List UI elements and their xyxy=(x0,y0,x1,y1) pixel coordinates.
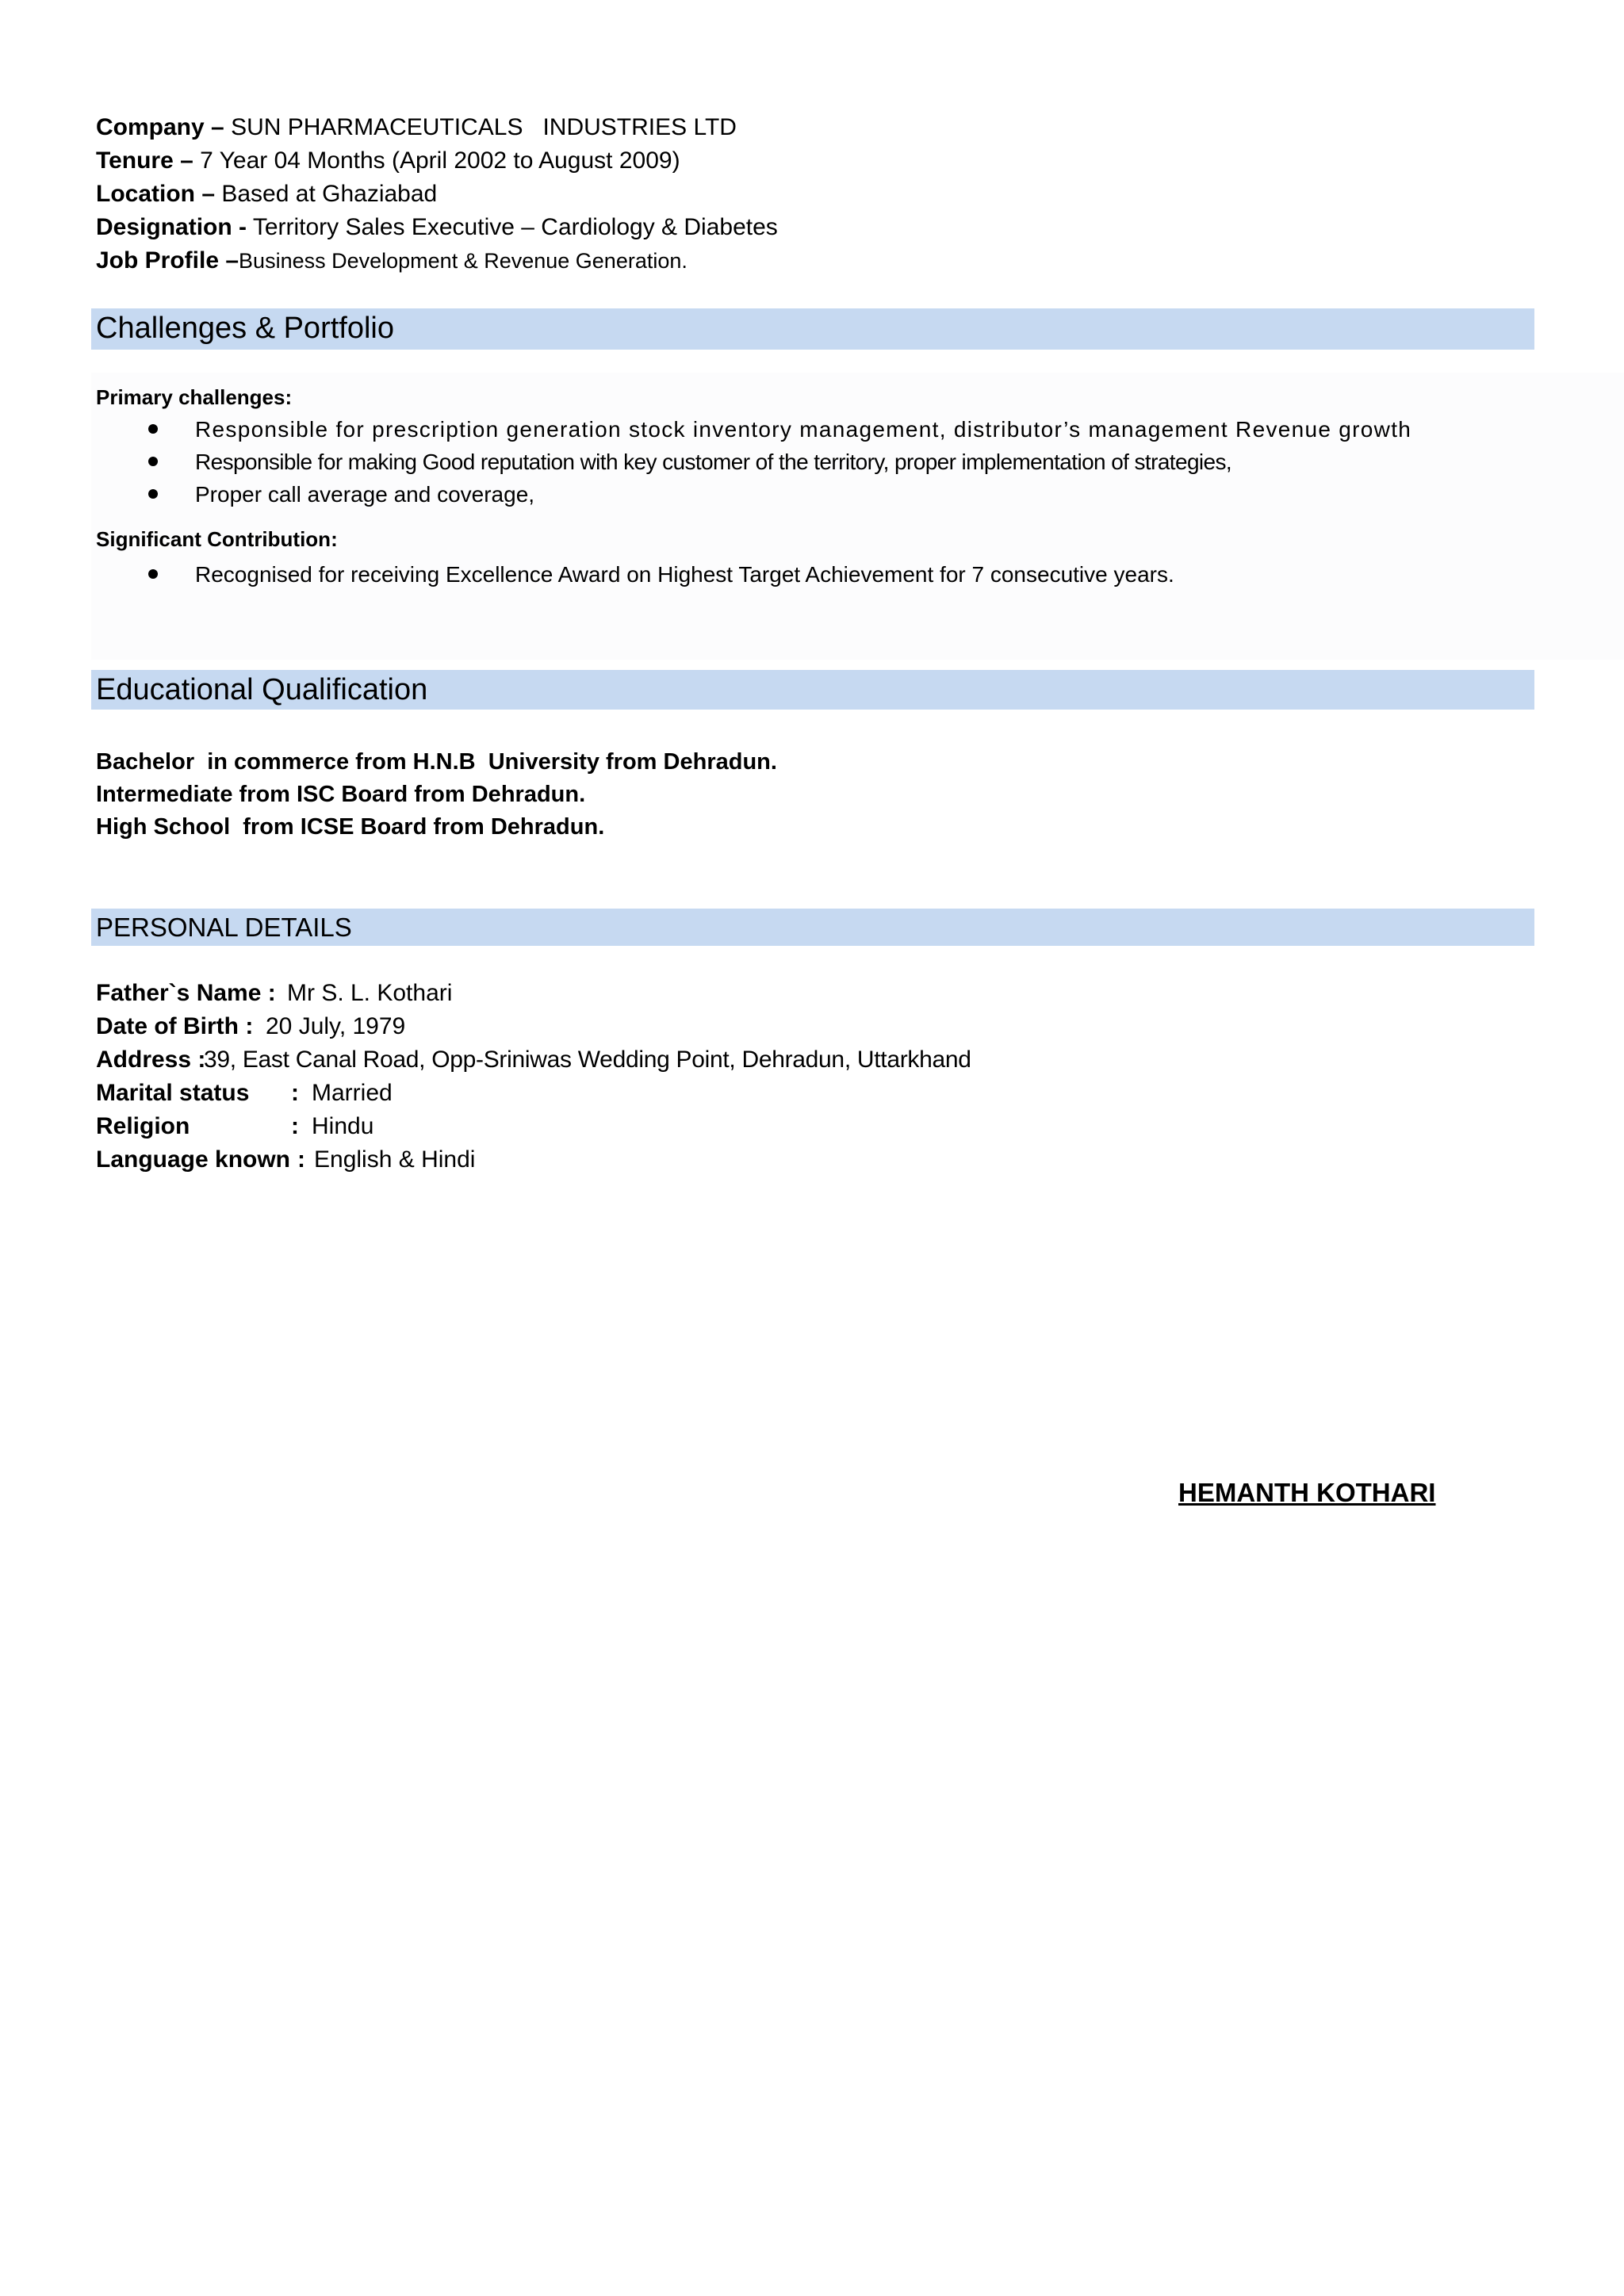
company-line xyxy=(96,111,1523,144)
father-name-label: Father`s Name : xyxy=(96,980,276,1006)
marital-status-label: Marital status xyxy=(96,1080,250,1106)
dob-label: Date of Birth : xyxy=(96,1013,254,1039)
list-item-text: Recognised for receiving Excellence Award on Highest Target Achievement for 7 consecutive years. xyxy=(195,562,1174,587)
bullet-icon xyxy=(148,569,158,579)
bullet-icon xyxy=(148,489,158,499)
primary-challenges-list xyxy=(96,413,1563,511)
list-item-text: Responsible for making Good reputation with key customer of the territory, proper implementation of strategies, xyxy=(195,450,1232,474)
address-label: Address : xyxy=(96,1047,206,1073)
education-item: High School from ICSE Board from Dehradun. xyxy=(96,814,605,840)
education-title: Educational Qualification xyxy=(96,673,428,706)
tenure-line xyxy=(96,144,1523,178)
job-profile-line xyxy=(96,244,1523,277)
address-value: 39, East Canal Road, Opp-Sriniwas Wedding Point, Dehradun, Uttarkhand xyxy=(204,1047,971,1073)
personal-section-header xyxy=(91,909,1534,946)
language-colon: : xyxy=(297,1146,305,1173)
designation-value: Territory Sales Executive – Cardiology & Diabetes xyxy=(252,214,778,240)
tenure-label: Tenure – xyxy=(96,147,193,174)
location-value: Based at Ghaziabad xyxy=(221,181,438,207)
signature-name: HEMANTH KOTHARI xyxy=(1178,1478,1436,1507)
dob-value: 20 July, 1979 xyxy=(266,1013,406,1039)
language-value: English & Hindi xyxy=(314,1146,476,1173)
list-item xyxy=(96,558,1563,591)
religion-value: Hindu xyxy=(312,1113,374,1139)
tenure-value: 7 Year 04 Months (April 2002 to August 2009) xyxy=(200,147,680,174)
education-item: Intermediate from ISC Board from Dehradun. xyxy=(96,782,586,807)
company-label: Company – xyxy=(96,114,224,140)
religion-label: Religion xyxy=(96,1113,190,1139)
list-item xyxy=(96,446,1563,478)
job-profile-label: Job Profile – xyxy=(96,247,239,274)
company-value: SUN PHARMACEUTICALS INDUSTRIES LTD xyxy=(231,114,737,140)
bullet-icon xyxy=(148,457,158,466)
language-label: Language known xyxy=(96,1146,291,1173)
challenges-section-header xyxy=(91,308,1534,350)
job-details xyxy=(96,111,1523,277)
bullet-icon xyxy=(148,424,158,434)
marital-status-value: Married xyxy=(312,1080,393,1106)
primary-challenges-heading: Primary challenges: xyxy=(96,385,293,409)
father-name-value: Mr S. L. Kothari xyxy=(287,980,453,1006)
designation-label: Designation - xyxy=(96,214,247,240)
religion-colon: : xyxy=(291,1113,299,1139)
list-item xyxy=(96,413,1563,446)
challenges-title: Challenges & Portfolio xyxy=(96,312,394,345)
location-label: Location – xyxy=(96,181,216,207)
list-item-text: Responsible for prescription generation stock inventory management, distributor’s management Revenue growth xyxy=(195,417,1412,442)
personal-title: PERSONAL DETAILS xyxy=(96,913,352,942)
list-item xyxy=(96,478,1563,511)
significant-contribution-heading: Significant Contribution: xyxy=(96,527,338,551)
education-section-header xyxy=(91,670,1534,710)
significant-contribution-list xyxy=(96,558,1563,591)
designation-line xyxy=(96,211,1523,244)
education-item: Bachelor in commerce from H.N.B University from Dehradun. xyxy=(96,749,777,775)
location-line xyxy=(96,178,1523,211)
job-profile-value: Business Development & Revenue Generation. xyxy=(239,249,688,273)
education-list xyxy=(96,746,777,844)
marital-status-colon: : xyxy=(291,1080,299,1106)
list-item-text: Proper call average and coverage, xyxy=(195,482,535,507)
